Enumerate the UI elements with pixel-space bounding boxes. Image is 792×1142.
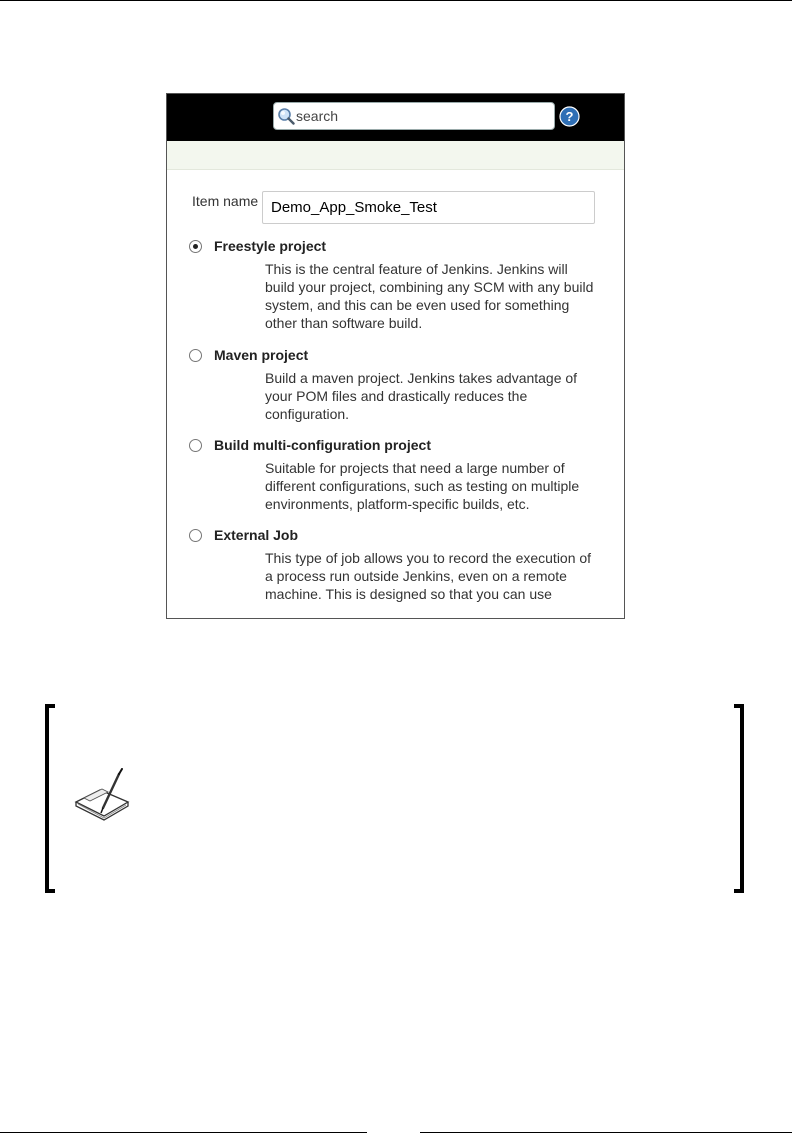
page-bottom-rule-left — [0, 1132, 367, 1133]
maven-project-title: Maven project — [214, 347, 309, 363]
search-box[interactable] — [273, 102, 555, 130]
search-input[interactable] — [296, 105, 551, 127]
page-top-rule — [0, 0, 792, 1]
notes-icon — [70, 768, 134, 824]
jenkins-header — [167, 94, 624, 141]
search-icon — [277, 107, 295, 125]
svg-text:?: ? — [565, 109, 574, 124]
external-job-description: This type of job allows you to record the execution of a process run outside Jenkins, even on a remote machine. This is designed so that you can use — [265, 550, 592, 602]
maven-project-description: Build a maven project. Jenkins takes advantage of your POM files and drastically reduces the configuration. — [265, 370, 578, 422]
external-job-title: External Job — [214, 527, 299, 543]
external-job-radio[interactable] — [189, 529, 202, 542]
multi-configuration-project-title: Build multi-configuration project — [214, 437, 431, 453]
freestyle-project-description: This is the central feature of Jenkins. Jenkins will build your project, combining any SCM with any build system, and this can be even used for something other than software build. — [265, 261, 594, 331]
note-bracket-right — [734, 704, 744, 893]
jenkins-new-item-screenshot — [166, 93, 625, 619]
page-bottom-rule-right — [420, 1132, 792, 1133]
maven-project-radio[interactable] — [189, 349, 202, 362]
breadcrumb-bar — [167, 141, 624, 170]
multi-configuration-project-description: Suitable for projects that need a large number of different configurations, such as testing on multiple environments, platform-specific builds, etc. — [265, 460, 580, 512]
freestyle-project-title: Freestyle project — [214, 238, 327, 254]
note-bracket-left — [45, 704, 55, 893]
item-name-label: Item name — [192, 193, 259, 209]
help-icon[interactable] — [559, 106, 580, 127]
freestyle-project-radio[interactable] — [189, 240, 202, 253]
item-name-input[interactable] — [262, 191, 595, 224]
multi-configuration-project-radio[interactable] — [189, 439, 202, 452]
